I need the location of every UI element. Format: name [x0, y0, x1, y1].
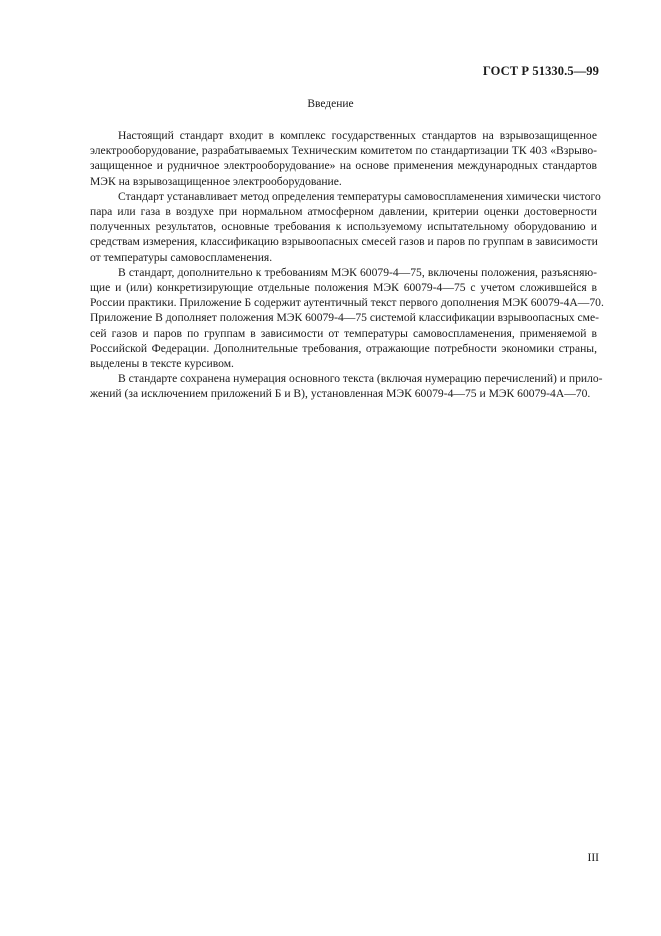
text-line: средствам измерения, классификацию взрывоопасных смесей газов и паров по группам в зависимости: [90, 235, 598, 249]
text-line: щие и (или) конкретизирующие отдельные положения МЭК 60079-4—75 с учетом сложившейся в: [90, 281, 597, 295]
text-line: жений (за исключением приложений Б и В), установленная МЭК 60079-4—75 и МЭК 60079-4А—70.: [90, 387, 591, 401]
text-line: России практики. Приложение Б содержит аутентичный текст первого дополнения МЭК 60079-4А—70.: [90, 296, 604, 310]
text-line: сей газов и паров по группам в зависимости от температуры самовоспламенения, применяемой в: [90, 326, 597, 340]
text-line: МЭК на взрывозащищенное электрооборудование.: [90, 174, 342, 188]
text-line: выделены в тексте курсивом.: [90, 357, 234, 371]
text-line: электрооборудование, разрабатываемых Техническим комитетом по стандартизации ТК 403 «Взрыво-: [90, 144, 597, 158]
section-title: Введение: [307, 98, 354, 110]
paragraph-method: [62, 189, 601, 265]
page-number: III: [587, 852, 599, 864]
body-text: [62, 128, 604, 402]
text-line: В стандарт, дополнительно к требованиям МЭК 60079-4—75, включены положения, разъясняю-: [118, 265, 597, 279]
document-code: ГОСТ Р 51330.5—99: [482, 64, 599, 78]
text-line: Приложение В дополняет положения МЭК 60079-4—75 системой классификации взрывоопасных сме-: [90, 311, 599, 325]
paragraph-additions: [62, 265, 604, 371]
text-line: В стандарте сохранена нумерация основного текста (включая нумерацию перечислений) и прило-: [118, 372, 603, 386]
text-line: Российской Федерации. Дополнительные требования, отражающие потребности экономики страны,: [90, 341, 597, 355]
text-line: Стандарт устанавливает метод определения температуры самовоспламенения химически чистого: [118, 189, 601, 203]
text-line: защищенное и рудничное электрооборудование» на основе применения международных стандартов: [90, 159, 597, 173]
text-line: Настоящий стандарт входит в комплекс государственных стандартов на взрывозащищенное: [118, 129, 597, 142]
text-line: пара или газа в воздухе при нормальном атмосферном давлении, критерии оценки достоверности: [90, 205, 597, 219]
text-line: полученных результатов, основные требования к используемому испытательному оборудованию и: [90, 220, 597, 234]
text-line: от температуры самовоспламенения.: [90, 250, 273, 264]
paragraph-scope: [62, 128, 597, 189]
paragraph-numbering: [62, 371, 603, 401]
